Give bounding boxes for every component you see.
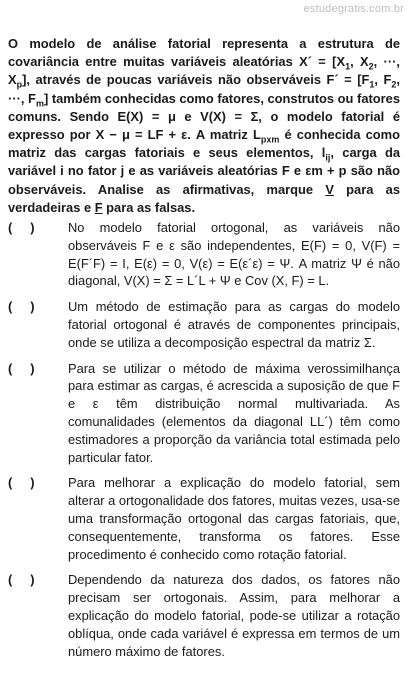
option-item bbox=[8, 219, 400, 290]
statement-text: , ···, F bbox=[8, 72, 400, 106]
options-list bbox=[8, 219, 400, 660]
subscript: 2 bbox=[368, 61, 374, 72]
subscript: 2 bbox=[391, 79, 397, 90]
subscript: p bbox=[16, 79, 23, 90]
option-text: Para se utilizar o método de máxima verossimilhança para estimar as cargas, é acrescida a suposição de que F e ε têm distribuição normal multivariada. As comunalidades (elementos da diagonal LL´) têm como estimadores a proporção da variância total estimada pelo particular fator. bbox=[68, 360, 400, 465]
option-text: Um método de estimação para as cargas do modelo fatorial ortogonal é através de componentes principais, onde se utiliza a decomposição espectral da matriz Σ. bbox=[68, 299, 400, 350]
answer-blank[interactable]: ( ) bbox=[8, 299, 35, 315]
option-text: Para melhorar a explicação do modelo fatorial, sem alterar a ortogonalidade dos fatores, muitas vezes, usa-se uma transformação ortogonal das cargas fatoriais, que, consequentemente, transforma os fatores. Esse procedimento é conhecido como rotação fatorial. bbox=[68, 475, 400, 562]
answer-blank[interactable]: ( ) bbox=[8, 475, 35, 491]
underlined-marker: F bbox=[94, 199, 103, 215]
statement-text: , carga da variável i no fator j e as variáveis aleatórias F e εm + p são não observáveis. Analise as afirmativas, marque bbox=[8, 145, 401, 197]
subscript: 1 bbox=[345, 61, 351, 72]
answer-blank[interactable]: ( ) bbox=[8, 360, 35, 376]
underlined-marker: V bbox=[325, 181, 334, 197]
statement-text: ], através de poucas variáveis não observáveis F´ = [F bbox=[22, 72, 370, 88]
site-watermark: estudegratis.com.br bbox=[303, 3, 404, 15]
statement-text: O modelo de análise fatorial representa a estrutura de covariância entre muitas variáveis aleatórias X´ = [X bbox=[8, 36, 400, 70]
subscript: pxm bbox=[260, 134, 280, 145]
statement-text: , ···, X bbox=[8, 54, 401, 88]
statement-text: é conhecida como matriz das cargas fatoriais e seus elementos, l bbox=[8, 127, 400, 161]
statement-text: , F bbox=[374, 72, 392, 88]
subscript: ij bbox=[325, 152, 331, 163]
statement-text: ] também conhecidas como fatores, construtos ou fatores comuns. Sendo E(X) = μ e V(X) = Σ, o modelo fatorial é expresso por X − μ = LF + ε. A matriz L bbox=[8, 90, 401, 143]
option-text: No modelo fatorial ortogonal, as variáveis não observáveis F e ε são independentes, E(F) = 0, V(F) = E(F´F) = I, E(ε) = 0, V(ε) = E(ε´ε) = Ψ. A matriz Ψ é não diagonal, V(X) = Σ = L´L + Ψ e Cov (X, F) = L. bbox=[68, 220, 400, 289]
statement-text: , X bbox=[350, 54, 369, 70]
subscript: 1 bbox=[369, 79, 375, 90]
statement-text: para as falsas. bbox=[102, 199, 196, 215]
option-item bbox=[8, 571, 400, 660]
option-item bbox=[8, 360, 400, 467]
option-item bbox=[8, 298, 400, 351]
statement-text: para as verdadeiras e bbox=[8, 181, 400, 215]
answer-blank[interactable]: ( ) bbox=[8, 220, 35, 236]
question-statement bbox=[8, 35, 400, 217]
option-item bbox=[8, 474, 400, 563]
subscript: m bbox=[35, 98, 44, 109]
answer-blank[interactable]: ( ) bbox=[8, 572, 35, 588]
question-block bbox=[8, 35, 400, 668]
option-text: Dependendo da natureza dos dados, os fatores não precisam ser ortogonais. Assim, para melhorar a explicação do modelo fatorial, pode-se utilizar a rotação oblíqua, onde cada variável é expressa em termos de um número máximo de fatores. bbox=[68, 572, 400, 659]
